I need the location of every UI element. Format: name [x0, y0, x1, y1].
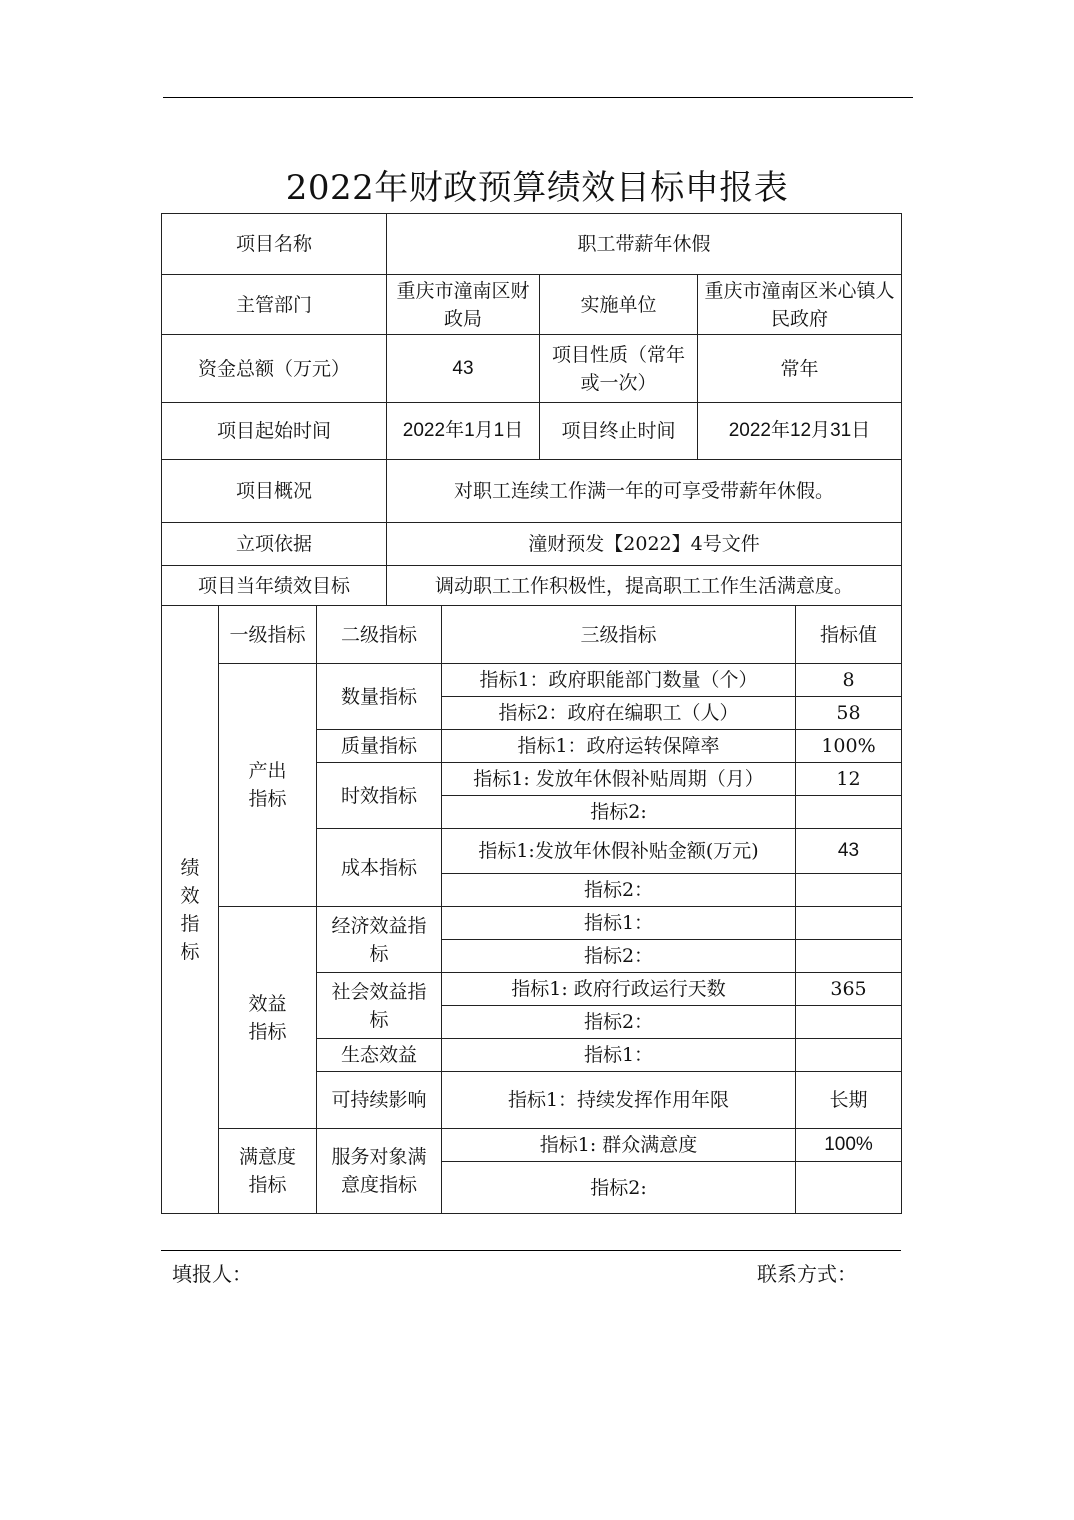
col-header-value: 指标值 [796, 606, 902, 664]
overview-label: 项目概况 [162, 460, 387, 523]
level2-timeliness: 时效指标 [317, 763, 442, 829]
start-label: 项目起始时间 [162, 403, 387, 460]
indicator-value: 长期 [796, 1072, 902, 1129]
indicator-value [796, 1039, 902, 1072]
level2-quality: 质量指标 [317, 730, 442, 763]
level2-ecological: 生态效益 [317, 1039, 442, 1072]
page-title: 2022年财政预算绩效目标申报表 [285, 168, 789, 208]
overview-value: 对职工连续工作满一年的可享受带薪年休假。 [387, 460, 902, 523]
nature-label: 项目性质（常年或一次） [540, 335, 698, 403]
impl-value: 重庆市潼南区米心镇人民政府 [698, 275, 902, 335]
col-header-level2: 二级指标 [317, 606, 442, 664]
indicator-value [796, 1006, 902, 1039]
indicator-value: 8 [796, 664, 902, 697]
basis-value: 潼财预发【2022】4号文件 [387, 523, 902, 566]
level2-economic: 经济效益指标 [317, 907, 442, 973]
indicator-value [796, 940, 902, 973]
level2-sustain: 可持续影响 [317, 1072, 442, 1129]
level2-social: 社会效益指标 [317, 973, 442, 1039]
nature-value: 常年 [698, 335, 902, 403]
indicator-row: 指标1: 政府行政运行天数 [442, 973, 796, 1006]
indicator-row: 指标2： [442, 940, 796, 973]
indicator-row: 指标2： [442, 1006, 796, 1039]
fund-value: 43 [387, 335, 540, 403]
indicator-value: 100% [796, 1129, 902, 1162]
impl-label: 实施单位 [540, 275, 698, 335]
start-value: 2022年1月1日 [387, 403, 540, 460]
indicator-row: 指标1： [442, 907, 796, 940]
indicator-row: 指标1：政府职能部门数量（个） [442, 664, 796, 697]
indicator-value: 58 [796, 697, 902, 730]
indicator-row: 指标1： [442, 1039, 796, 1072]
level1-output: 产出指标 [219, 664, 317, 907]
indicator-value: 43 [796, 829, 902, 874]
level2-quantity: 数量指标 [317, 664, 442, 730]
level1-satisfaction: 满意度指标 [219, 1129, 317, 1214]
indicator-value [796, 874, 902, 907]
indicator-row: 指标2： [442, 874, 796, 907]
level2-cost: 成本指标 [317, 829, 442, 907]
performance-form-table [161, 213, 902, 1214]
indicator-value [796, 1162, 902, 1214]
indicator-value [796, 907, 902, 940]
indicator-row: 指标2: [442, 796, 796, 829]
indicator-value: 365 [796, 973, 902, 1006]
col-header-level1: 一级指标 [219, 606, 317, 664]
bottom-rule [161, 1250, 901, 1251]
level1-benefit: 效益指标 [219, 907, 317, 1129]
project-name-label: 项目名称 [162, 214, 387, 275]
indicator-value: 12 [796, 763, 902, 796]
indicator-row: 指标2：政府在编职工（人） [442, 697, 796, 730]
indicator-value [796, 796, 902, 829]
indicator-value: 100% [796, 730, 902, 763]
fund-label: 资金总额（万元） [162, 335, 387, 403]
section-label-performance: 绩效指标 [162, 606, 219, 1214]
dept-value: 重庆市潼南区财政局 [387, 275, 540, 335]
indicator-row: 指标1:发放年休假补贴金额(万元) [442, 829, 796, 874]
indicator-row: 指标1：持续发挥作用年限 [442, 1072, 796, 1129]
indicator-row: 指标1: 群众满意度 [442, 1129, 796, 1162]
filler-label: 填报人： [172, 1262, 252, 1286]
dept-label: 主管部门 [162, 275, 387, 335]
indicator-row: 指标1: 发放年休假补贴周期（月） [442, 763, 796, 796]
contact-label: 联系方式： [757, 1262, 857, 1286]
basis-label: 立项依据 [162, 523, 387, 566]
level2-service-satisfaction: 服务对象满意度指标 [317, 1129, 442, 1214]
end-label: 项目终止时间 [540, 403, 698, 460]
col-header-level3: 三级指标 [442, 606, 796, 664]
indicator-row: 指标2: [442, 1162, 796, 1214]
end-value: 2022年12月31日 [698, 403, 902, 460]
goal-label: 项目当年绩效目标 [162, 566, 387, 606]
goal-value: 调动职工工作积极性，提高职工工作生活满意度。 [387, 566, 902, 606]
project-name-value: 职工带薪年休假 [387, 214, 902, 275]
top-rule [163, 97, 913, 98]
indicator-row: 指标1：政府运转保障率 [442, 730, 796, 763]
